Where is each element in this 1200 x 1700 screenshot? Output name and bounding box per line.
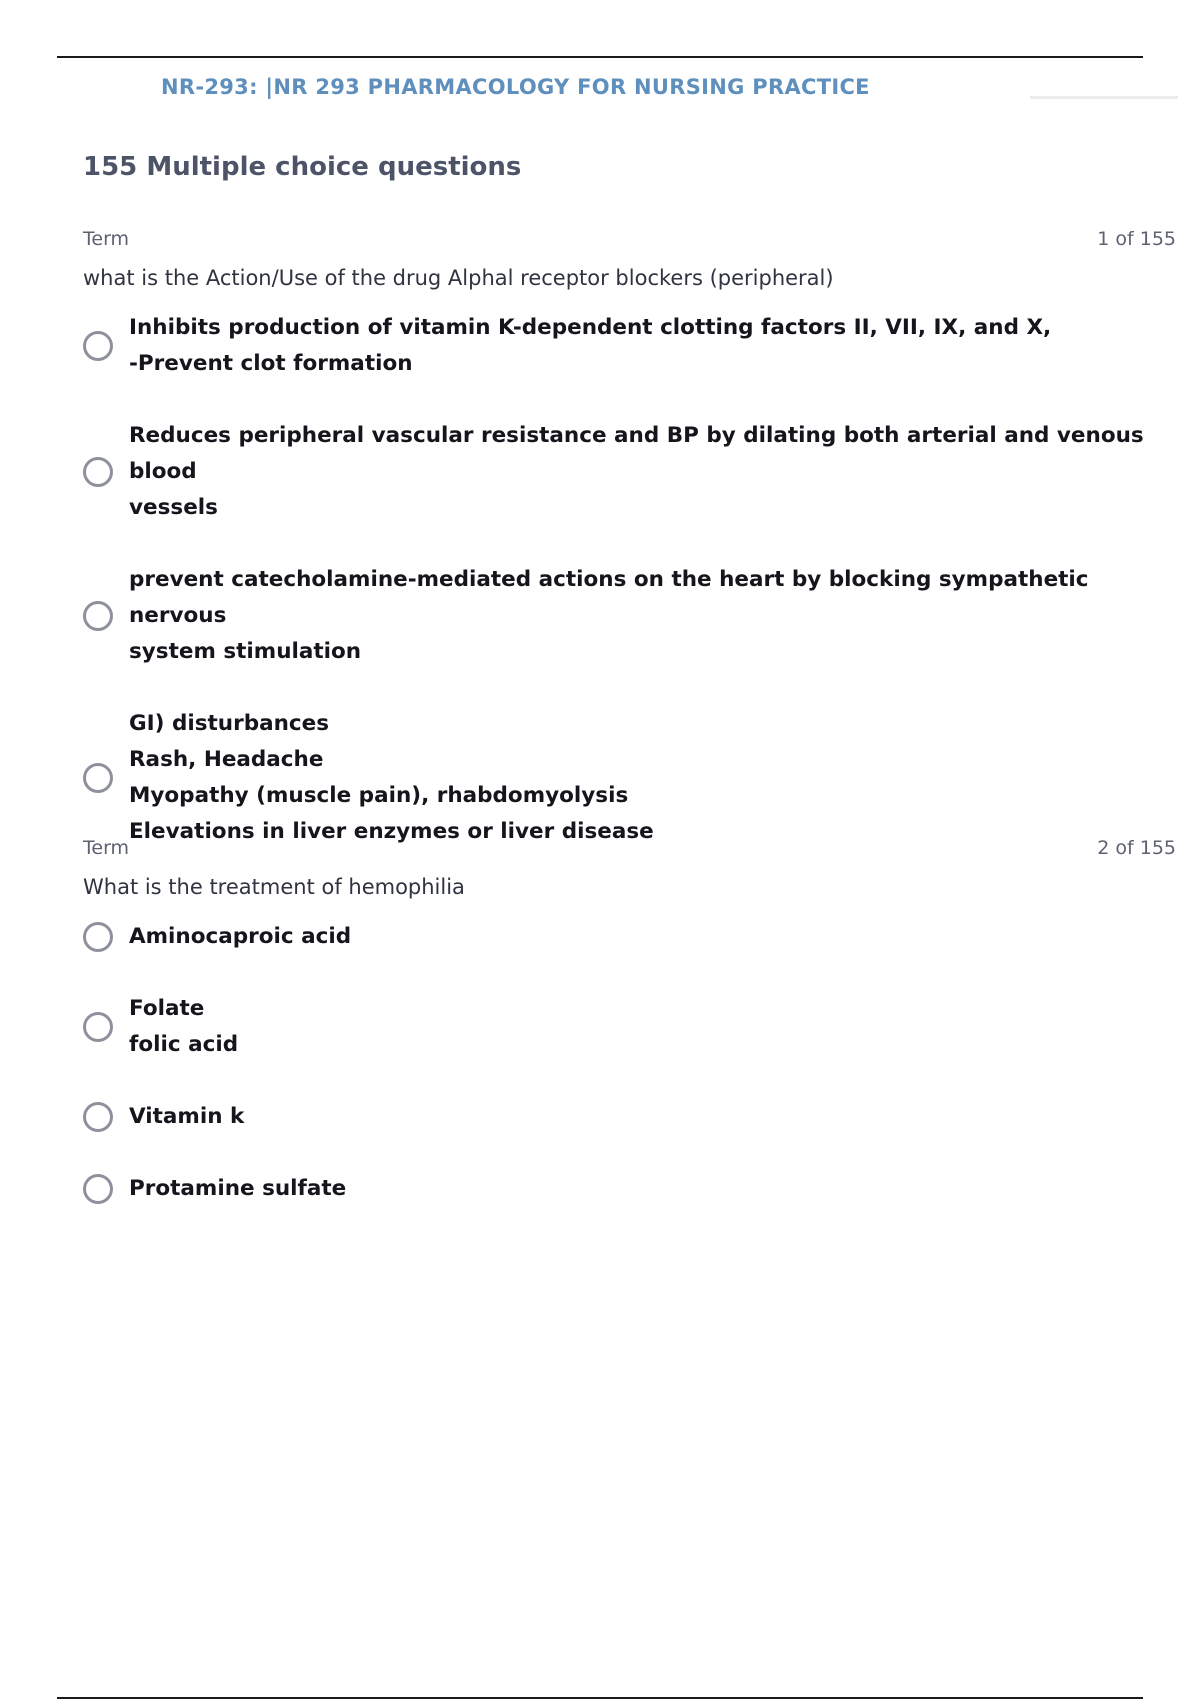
set-title: 155 Multiple choice questions	[83, 152, 522, 182]
term-label: Term	[83, 228, 130, 250]
answer-option-text	[129, 1099, 244, 1135]
answer-line: Reduces peripheral vascular resistance and BP by dilating both arterial and venous blood	[129, 423, 1144, 484]
answer-option-text	[129, 919, 351, 955]
question-card-1	[83, 228, 1176, 886]
answer-option-text	[129, 706, 654, 850]
answer-option-4[interactable]	[83, 706, 1176, 850]
top-divider	[57, 56, 1143, 58]
answer-line: Elevations in liver enzymes or liver disease	[129, 819, 654, 844]
radio-icon[interactable]	[83, 922, 113, 952]
header-faint-line	[1030, 96, 1178, 99]
answer-option-text	[129, 310, 1051, 382]
term-row	[83, 228, 1176, 256]
answer-line: Inhibits production of vitamin K-dependent clotting factors II, VII, IX, and X,	[129, 315, 1052, 340]
answer-line: Myopathy (muscle pain), rhabdomyolysis	[129, 783, 629, 808]
radio-icon[interactable]	[83, 457, 113, 487]
answer-line: Rash, Headache	[129, 747, 324, 772]
answer-line: Protamine sulfate	[129, 1176, 347, 1201]
question-prompt: what is the Action/Use of the drug Alphal receptor blockers (peripheral)	[83, 266, 834, 290]
radio-icon[interactable]	[83, 1012, 113, 1042]
answer-line: Vitamin k	[129, 1104, 245, 1129]
answer-option-text	[129, 1171, 346, 1207]
answer-line: prevent catecholamine-mediated actions on the heart by blocking sympathetic nervous	[129, 567, 1089, 628]
answer-option-text	[129, 991, 238, 1063]
answer-options	[83, 919, 1176, 1207]
answer-option-3[interactable]	[83, 1099, 1176, 1135]
answer-option-2[interactable]	[83, 418, 1176, 526]
radio-icon[interactable]	[83, 1174, 113, 1204]
term-row	[83, 837, 1176, 865]
term-label: Term	[83, 837, 130, 859]
answer-option-1[interactable]	[83, 919, 1176, 955]
radio-icon[interactable]	[83, 1102, 113, 1132]
course-title: NR-293: |NR 293 PHARMACOLOGY FOR NURSING PRACTICE	[161, 75, 870, 99]
radio-icon[interactable]	[83, 601, 113, 631]
answer-option-2[interactable]	[83, 991, 1176, 1063]
radio-icon[interactable]	[83, 763, 113, 793]
answer-option-3[interactable]	[83, 562, 1176, 670]
answer-option-text	[129, 418, 1176, 526]
answer-line: system stimulation	[129, 639, 362, 664]
radio-icon[interactable]	[83, 331, 113, 361]
answer-option-4[interactable]	[83, 1171, 1176, 1207]
answer-line: GI) disturbances	[129, 711, 330, 736]
answer-line: -Prevent clot formation	[129, 351, 413, 376]
answer-option-1[interactable]	[83, 310, 1176, 382]
question-prompt: What is the treatment of hemophilia	[83, 875, 465, 899]
bottom-divider	[57, 1697, 1143, 1699]
question-counter: 1 of 155	[1097, 228, 1176, 250]
question-card-2	[83, 837, 1176, 1243]
answer-options	[83, 310, 1176, 850]
answer-line: Aminocaproic acid	[129, 924, 352, 949]
answer-line: Folate	[129, 996, 205, 1021]
question-counter: 2 of 155	[1097, 837, 1176, 859]
answer-option-text	[129, 562, 1176, 670]
answer-line: vessels	[129, 495, 218, 520]
answer-line: folic acid	[129, 1032, 239, 1057]
